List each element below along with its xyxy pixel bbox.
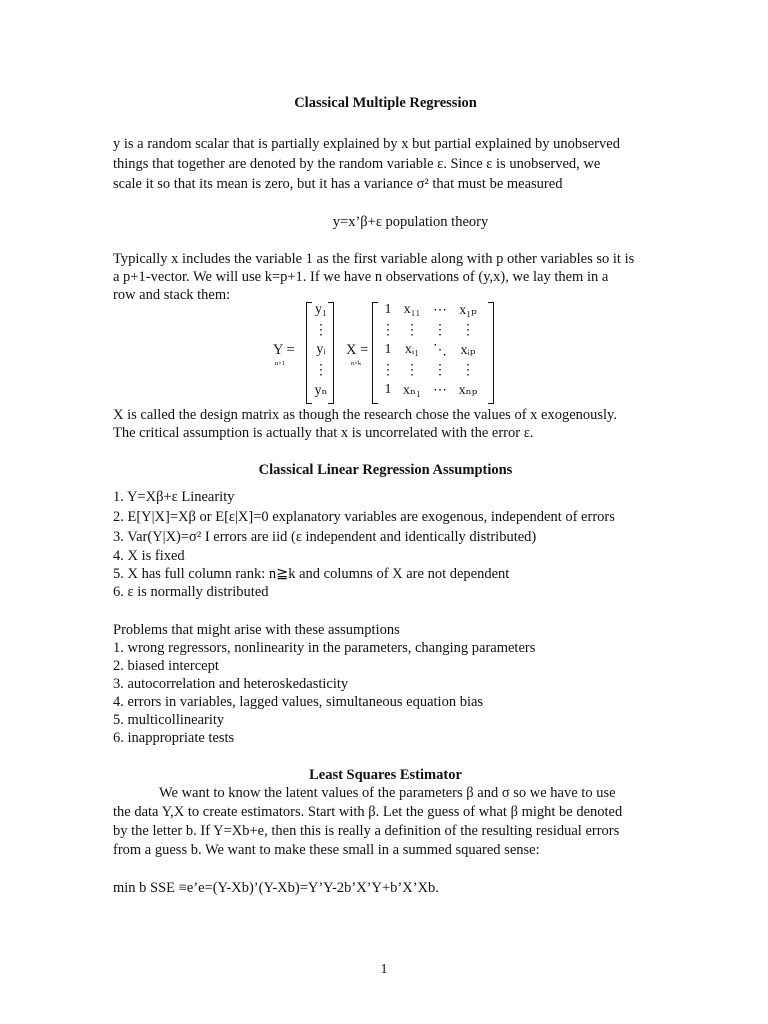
page-number: 1 <box>380 962 388 977</box>
x-matrix-entry: ⋮ <box>405 363 419 378</box>
typical-paragraph <box>113 250 658 304</box>
x-matrix-entry: xᵢ₁ <box>404 342 420 357</box>
y-vector-entry: ⋮ <box>314 363 328 378</box>
list-item: 4. X is fixed <box>113 548 185 564</box>
x-matrix-entry: xᵢₚ <box>460 343 476 358</box>
x-matrix-entry: ⋮ <box>461 323 475 338</box>
x-matrix-entry: xₙ₁ <box>403 383 421 398</box>
list-item: 2. E[Y|X]=Xβ or E[ε|X]=0 explanatory variables are exogenous, independent of errors <box>113 509 615 525</box>
text-line: X is called the design matrix as though the research chose the values of x exogenously. <box>113 407 617 423</box>
list-item: 6. inappropriate tests <box>113 730 235 746</box>
text-line: Typically x includes the variable 1 as the first variable along with p other variables so it is <box>113 251 635 267</box>
design-paragraph <box>113 406 658 442</box>
x-matrix-entry: ⋮ <box>381 323 395 338</box>
model-equation: y=x’β+ε population theory <box>332 214 489 230</box>
y-vector-entry: ⋮ <box>314 323 328 338</box>
data-matrices <box>113 298 658 406</box>
list-item: 5. X has full column rank: n≧k and columns of X are not dependent <box>113 566 510 582</box>
x-matrix-entry: ⋮ <box>461 363 475 378</box>
y-dimension: n×1 <box>275 360 286 367</box>
text-line: y is a random scalar that is partially explained by x but partial explained by unobserved <box>113 136 620 152</box>
x-matrix-entry: ⋯ <box>433 303 447 318</box>
problems-list <box>113 639 658 747</box>
min-equation: min b SSE ≡e’e=(Y-Xb)’(Y-Xb)=Y’Y-2b’X’Y+b’X’Xb. <box>113 880 439 896</box>
document-title: Classical Multiple Regression <box>294 95 477 111</box>
x-matrix-entry: 1 <box>384 382 392 397</box>
text-line: We want to know the latent values of the parameters β and σ so we have to use <box>159 785 616 801</box>
x-dimension: n×k <box>351 360 362 367</box>
y-vector-entry: y₁ <box>315 302 327 317</box>
assumptions-title: Classical Linear Regression Assumptions <box>258 462 513 478</box>
text-line: the data Y,X to create estimators. Start with β. Let the guess of what β might be denoted <box>113 804 623 820</box>
x-matrix-entry: ⋯ <box>433 383 447 398</box>
text-line: by the letter b. If Y=Xb+e, then this is really a definition of the resulting residual errors <box>113 823 620 839</box>
lse-paragraph <box>113 784 658 860</box>
text-line: row and stack them: <box>113 287 231 303</box>
intro-paragraph <box>113 134 658 194</box>
list-item: 6. ε is normally distributed <box>113 584 269 600</box>
x-matrix-entry: ⋮ <box>433 363 447 378</box>
x-right-bracket <box>488 302 494 404</box>
list-item: 2. biased intercept <box>113 658 219 674</box>
text-line: things that together are denoted by the random variable ε. Since ε is unobserved, we <box>113 156 601 172</box>
x-matrix-entry: ⋱ <box>433 343 447 358</box>
list-item: 4. errors in variables, lagged values, simultaneous equation bias <box>113 694 484 710</box>
assumptions-list <box>113 487 658 601</box>
problems-title: Problems that might arise with these assumptions <box>113 622 400 638</box>
x-matrix-entry: ⋮ <box>405 323 419 338</box>
y-vector-entry: yᵢ <box>316 342 326 357</box>
text-line: The critical assumption is actually that x is uncorrelated with the error ε. <box>113 425 534 441</box>
text-line: a p+1-vector. We will use k=p+1. If we have n observations of (y,x), we lay them in a <box>113 269 609 285</box>
document-page <box>113 94 658 897</box>
y-vector-entry: yₙ <box>314 383 328 398</box>
x-matrix-entry: ⋮ <box>433 323 447 338</box>
x-matrix-entry: x₁ₚ <box>459 303 477 318</box>
list-item: 3. Var(Y|X)=σ² I errors are iid (ε independent and identically distributed) <box>113 529 537 545</box>
list-item: 1. Y=Xβ+ε Linearity <box>113 489 235 505</box>
x-matrix-entry: x₁₁ <box>403 302 421 317</box>
y-label: Y = <box>273 342 295 358</box>
text-line: scale it so that its mean is zero, but it has a variance σ² that must be measured <box>113 176 563 192</box>
x-matrix-entry: ⋮ <box>381 363 395 378</box>
list-item: 5. multicollinearity <box>113 712 225 728</box>
list-item: 3. autocorrelation and heteroskedasticity <box>113 676 349 692</box>
text-line: from a guess b. We want to make these small in a summed squared sense: <box>113 842 540 858</box>
list-item: 1. wrong regressors, nonlinearity in the parameters, changing parameters <box>113 640 536 656</box>
lse-title: Least Squares Estimator <box>309 767 462 783</box>
x-matrix-entry: 1 <box>384 302 392 317</box>
x-label: X = <box>346 342 369 358</box>
x-matrix-entry: 1 <box>384 342 392 357</box>
x-matrix-entry: xₙₚ <box>458 383 478 398</box>
